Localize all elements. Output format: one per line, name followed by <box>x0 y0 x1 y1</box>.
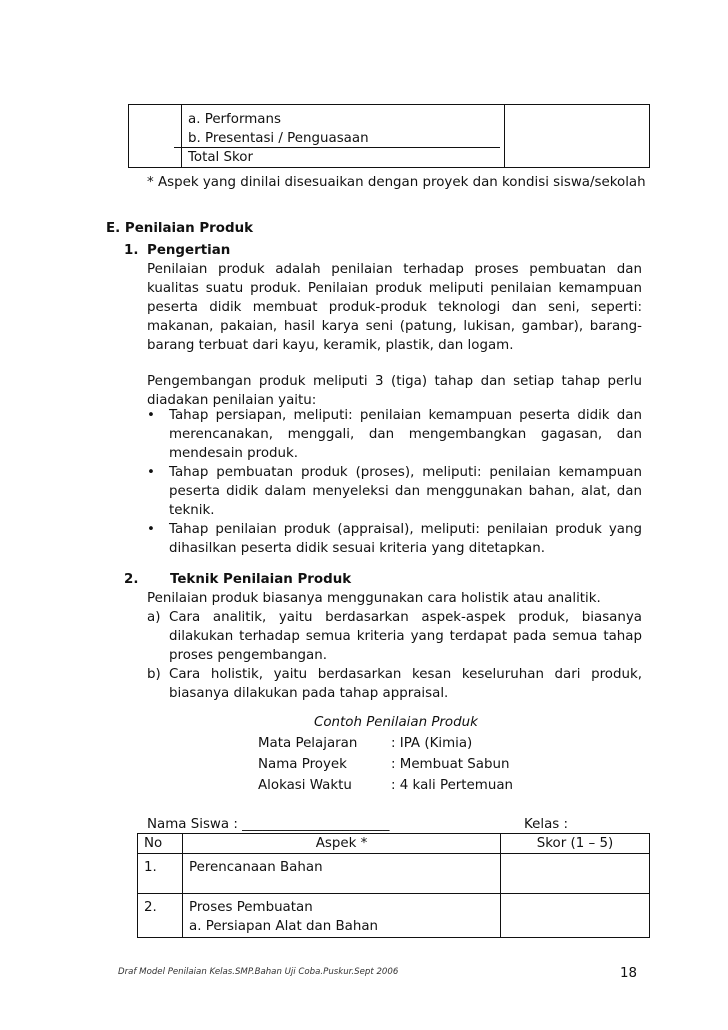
col-header-aspek: Aspek * <box>183 834 501 854</box>
row-divider <box>174 147 500 148</box>
sub-title: Teknik Penilaian Produk <box>170 572 352 587</box>
table-cell-aspects <box>182 105 505 168</box>
bullet-icon: • <box>147 408 155 423</box>
student-name-label: Nama Siswa : ______________________ <box>147 817 390 832</box>
aspect-table <box>128 104 650 168</box>
table-header-row <box>138 834 650 854</box>
assessment-table <box>137 833 650 938</box>
list-item: • Tahap persiapan, meliputi: penilaian kemampuan peserta didik dan merencanakan, menggali, dan mengembangkan gagasan, dan mendesain produk. <box>147 408 642 461</box>
info-row: Nama Proyek : Membuat Sabun <box>258 757 510 772</box>
class-label: Kelas : <box>524 817 569 832</box>
bullet-icon: • <box>147 465 155 480</box>
table-row: 2. Proses Pembuatan a. Persiapan Alat dan Bahan <box>138 894 650 938</box>
col-header-skor: Skor (1 – 5) <box>501 834 650 854</box>
table-row: 1. Perencanaan Bahan <box>138 854 650 894</box>
aspect-row: a. Performans <box>188 112 281 127</box>
aspect-row: b. Presentasi / Penguasaan <box>188 131 369 146</box>
col-header-no: No <box>138 834 183 854</box>
table-cell-blank <box>129 105 182 168</box>
paragraph: Penilaian produk biasanya menggunakan cara holistik atau analitik. <box>147 591 601 606</box>
footer-text: Draf Model Penilaian Kelas.SMP.Bahan Uji Coba.Puskur.Sept 2006 <box>118 967 399 977</box>
table-note: * Aspek yang dinilai disesuaikan dengan proyek dan kondisi siswa/sekolah <box>147 175 646 190</box>
section-heading: E. Penilaian Produk <box>106 221 254 236</box>
bullet-list <box>147 406 642 558</box>
example-title: Contoh Penilaian Produk <box>314 715 478 730</box>
list-item: a) Cara analitik, yaitu berdasarkan aspek-aspek produk, biasanya dilakukan terhadap semua kriteria yang terdapat pada semua tahap proses pengembangan. <box>147 610 642 663</box>
info-block <box>258 734 513 795</box>
bullet-icon: • <box>147 522 155 537</box>
list-item: • Tahap pembuatan produk (proses), meliputi: penilaian kemampuan peserta didik dalam menyeleksi dan menggunakan bahan, alat, dan teknik. <box>147 465 642 518</box>
sub-number: 2. <box>124 572 139 587</box>
page-number: 18 <box>620 966 638 981</box>
table-cell-score <box>505 105 650 168</box>
info-row: Mata Pelajaran : IPA (Kimia) <box>258 736 473 751</box>
list-item: • Tahap penilaian produk (appraisal), meliputi: penilaian produk yang dihasilkan peserta didik sesuai kriteria yang ditetapkan. <box>147 522 642 556</box>
list-item: b) Cara holistik, yaitu berdasarkan kesan keseluruhan dari produk, biasanya dilakukan pada tahap appraisal. <box>147 667 642 701</box>
sub-number: 1. <box>124 243 139 258</box>
lettered-list <box>147 608 642 703</box>
aspect-row: Total Skor <box>188 150 254 165</box>
paragraph: Penilaian produk adalah penilaian terhadap proses pembuatan dan kualitas suatu produk. Penilaian produk meliputi penilaian kemampuan peserta didik membuat produk-produk teknologi dan seni, seperti: makanan, pakaian, hasil karya seni (patung, lukisan, gambar), barang-barang terbuat dari kayu, keramik, plastik, dan logam. <box>147 262 642 353</box>
info-row: Alokasi Waktu : 4 kali Pertemuan <box>258 778 514 793</box>
paragraph: Pengembangan produk meliputi 3 (tiga) tahap dan setiap tahap perlu diadakan penilaian yaitu: <box>147 374 642 408</box>
sub-title: Pengertian <box>147 243 231 258</box>
